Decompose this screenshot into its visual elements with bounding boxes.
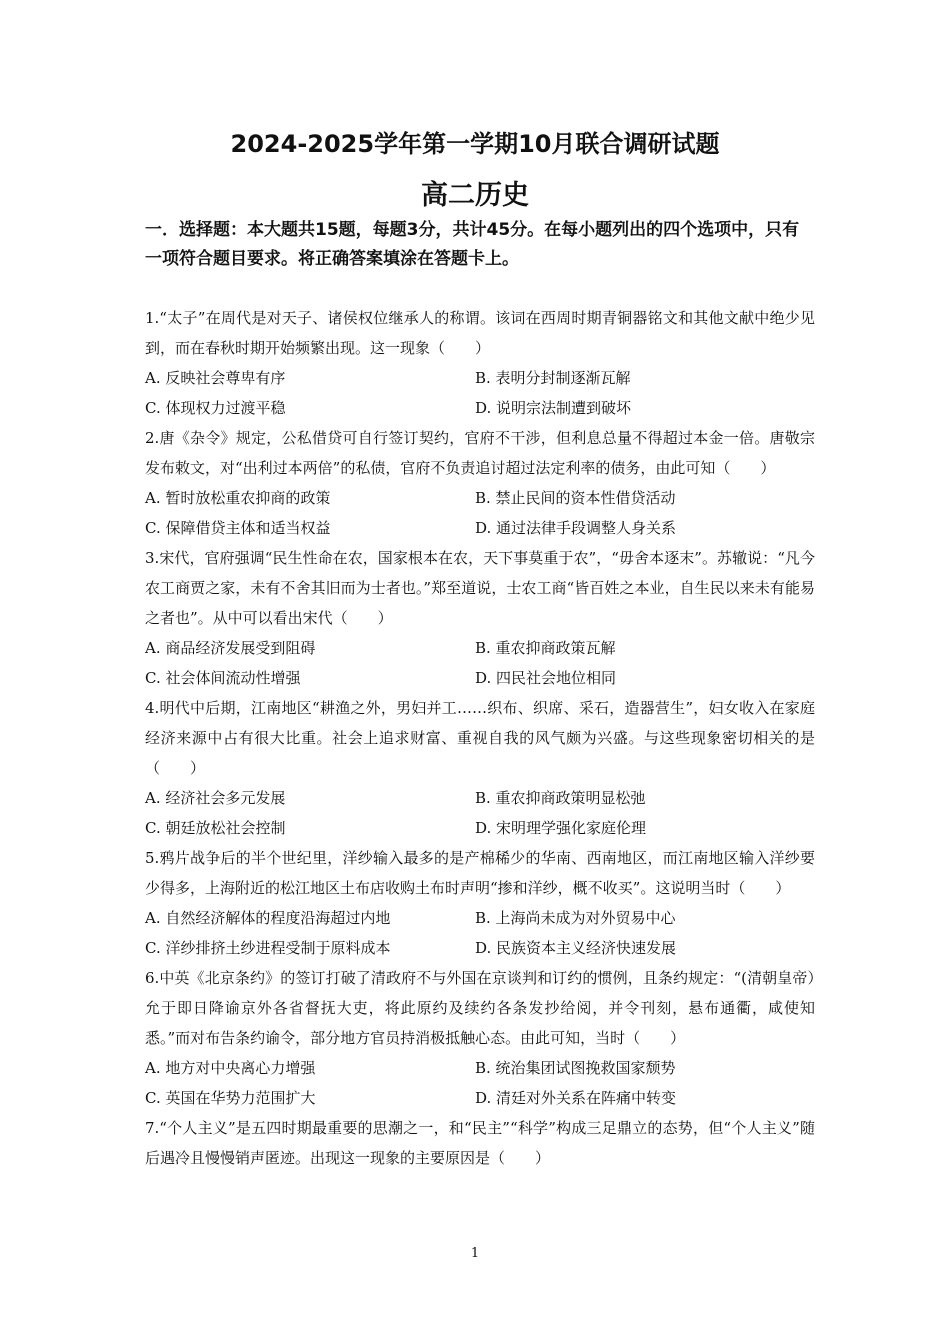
option-c: C. 英国在华势力范围扩大 <box>145 1089 316 1107</box>
option-a: A. 商品经济发展受到阻碍 <box>145 639 316 657</box>
option-a: A. 经济社会多元发展 <box>145 789 286 807</box>
option-list <box>145 783 815 843</box>
option-c: C. 社会体间流动性增强 <box>145 669 301 687</box>
question-6 <box>145 963 815 1113</box>
exam-subject: 高二历史 <box>421 180 529 211</box>
option-d: D. 宋明理学强化家庭伦理 <box>475 819 647 837</box>
option-b: B. 禁止民间的资本性借贷活动 <box>475 489 676 507</box>
option-c: C. 保障借贷主体和适当权益 <box>145 519 331 537</box>
option-list <box>145 903 815 963</box>
option-d: D. 说明宗法制遭到破坏 <box>475 399 632 417</box>
question-1 <box>145 303 815 423</box>
option-d: D. 通过法律手段调整人身关系 <box>475 519 677 537</box>
question-2 <box>145 423 815 543</box>
option-a: A. 地方对中央离心力增强 <box>145 1059 316 1077</box>
exam-title: 2024-2025学年第一学期10月联合调研试题 <box>230 130 720 158</box>
option-list <box>145 363 815 423</box>
option-b: B. 重农抑商政策瓦解 <box>475 639 616 657</box>
question-7 <box>145 1113 815 1173</box>
option-b: B. 表明分封制逐渐瓦解 <box>475 369 631 387</box>
question-stem: 7.“个人主义”是五四时期最重要的思潮之一，和“民主”“科学”构成三足鼎立的态势，但“个人主义”随后遇冷且慢慢销声匿迹。出现这一现象的主要原因是（ ） <box>145 1119 815 1167</box>
option-a: A. 自然经济解体的程度沿海超过内地 <box>145 909 391 927</box>
question-stem: 5.鸦片战争后的半个世纪里，洋纱输入最多的是产棉稀少的华南、西南地区，而江南地区输入洋纱要少得多，上海附近的松江地区土布店收购土布时声明“掺和洋纱，概不收买”。这说明当时（ ） <box>145 849 815 897</box>
option-list <box>145 1053 815 1113</box>
question-3 <box>145 543 815 693</box>
question-stem: 1.“太子”在周代是对天子、诸侯权位继承人的称谓。该词在西周时期青铜器铭文和其他文献中绝少见到，而在春秋时期开始频繁出现。这一现象（ ） <box>145 309 815 357</box>
question-stem: 6.中英《北京条约》的签订打破了清政府不与外国在京谈判和订约的惯例，且条约规定：“(清朝皇帝）允于即日降谕京外各省督抚大吏，将此原约及续约各条发抄给阅，并令刊刻，悬布通衢，咸使知悉。”而对布告条约谕令，部分地方官员持消极抵触心态。由此可知，当时（ ） <box>145 969 815 1047</box>
question-4 <box>145 693 815 843</box>
question-stem: 3.宋代，官府强调“民生性命在农，国家根本在农，天下事莫重于农”，“毋舍本逐末”。苏辙说：“凡今农工商贾之家，未有不舍其旧而为士者也。”郑至道说，士农工商“皆百姓之本业，自生民以来未有能易之者也”。从中可以看出宋代（ ） <box>145 549 815 627</box>
option-c: C. 朝廷放松社会控制 <box>145 819 286 837</box>
option-d: D. 清廷对外关系在阵痛中转变 <box>475 1089 677 1107</box>
option-d: D. 民族资本主义经济快速发展 <box>475 939 677 957</box>
option-d: D. 四民社会地位相同 <box>475 669 617 687</box>
option-list <box>145 483 815 543</box>
option-b: B. 重农抑商政策明显松弛 <box>475 789 646 807</box>
section-instructions: 一．选择题：本大题共15题，每题3分，共计45分。在每小题列出的四个选项中，只有一项符合题目要求。将正确答案填涂在答题卡上。 <box>145 220 800 269</box>
option-a: A. 反映社会尊卑有序 <box>145 369 286 387</box>
question-stem: 4.明代中后期，江南地区“耕渔之外，男妇并工……织布、织席、采石，造器营生”，妇女收入在家庭经济来源中占有很大比重。社会上追求财富、重视自我的风气颇为兴盛。与这些现象密切相关的是（ ） <box>145 699 815 777</box>
option-c: C. 洋纱排挤土纱进程受制于原料成本 <box>145 939 391 957</box>
question-list <box>145 303 815 1173</box>
page-number: 1 <box>470 1246 480 1261</box>
option-b: B. 上海尚未成为对外贸易中心 <box>475 909 676 927</box>
option-a: A. 暂时放松重农抑商的政策 <box>145 489 331 507</box>
option-list <box>145 633 815 693</box>
question-5 <box>145 843 815 963</box>
question-stem: 2.唐《杂令》规定，公私借贷可自行签订契约，官府不干涉，但利息总量不得超过本金一倍。唐敬宗发布敕文，对“出利过本两倍”的私债，官府不负责追讨超过法定利率的债务，由此可知（ ） <box>145 429 815 477</box>
option-c: C. 体现权力过渡平稳 <box>145 399 286 417</box>
option-b: B. 统治集团试图挽救国家颓势 <box>475 1059 676 1077</box>
